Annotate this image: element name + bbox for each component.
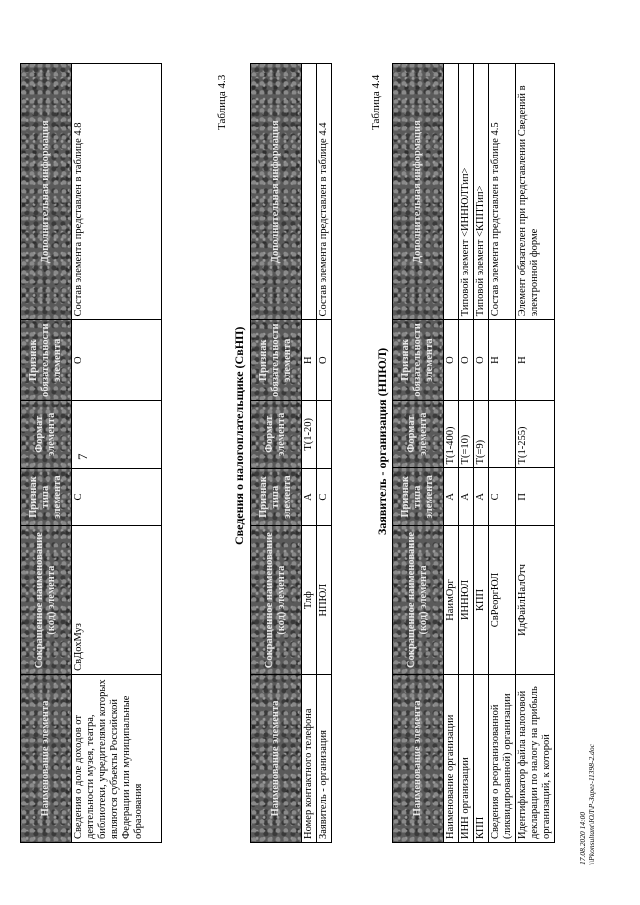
table-row — [317, 64, 332, 843]
cell-format: Т(=9) — [474, 400, 489, 468]
table-4-3-label: Таблица 4.3 — [216, 74, 228, 130]
cell-req: Н — [516, 320, 555, 401]
cell-info: Элемент обязателен при представлении Сведений в электронной форме — [516, 64, 555, 320]
header-info: Дополнительная информация — [251, 64, 302, 320]
cell-format: Т(1-20) — [302, 401, 317, 469]
cell-short: Тлф — [302, 526, 317, 674]
header-row — [393, 64, 444, 843]
cell-name: Сведения о доле доходов от деятельности музея, театра, библиотеки, учредителями которых являются субъекты Российской Федерации или муниципальные образования — [72, 674, 162, 842]
cell-type: С — [72, 468, 162, 526]
cell-req: О — [444, 320, 459, 401]
header-req: Признак обязательности элемента — [21, 320, 72, 401]
header-name: Наименование элемента — [393, 674, 444, 842]
table-4-3-caption: Сведения о налогоплательщике (СвНП) — [232, 326, 246, 545]
cell-info: Состав элемента представлен в таблице 4.4 — [317, 64, 332, 320]
table-4-4-caption: Заявитель - организация (НПЮЛ) — [375, 347, 389, 535]
cell-short: ИННЮЛ — [459, 526, 474, 674]
cell-info: Состав элемента представлен в таблице 4.5 — [489, 64, 516, 320]
cell-type: А — [459, 468, 474, 526]
table-4-4 — [392, 63, 555, 843]
header-type: Признак типа элемента — [251, 468, 302, 526]
cell-format — [489, 400, 516, 468]
cell-info: Типовой элемент <КППТип> — [474, 64, 489, 320]
cell-info: Состав элемента представлен в таблице 4.8 — [72, 64, 162, 320]
cell-short: СвРеоргЮЛ — [489, 526, 516, 674]
cell-req: О — [72, 320, 162, 401]
header-format: Формат элемента — [393, 400, 444, 468]
cell-short: ИдФайлНалОтч — [516, 526, 555, 674]
header-name: Наименование элемента — [251, 674, 302, 842]
header-short: Сокращенное наименование (код) элемента — [21, 526, 72, 674]
cell-name: Идентификатор файла налоговой декларации по налогу на прибыль организаций, к которой — [516, 674, 555, 842]
cell-info: Типовой элемент <ИННЮЛТип> — [459, 64, 474, 320]
cell-short: СвДохМуз — [72, 526, 162, 674]
table-row — [474, 64, 489, 843]
cell-name: КПП — [474, 674, 489, 842]
header-info: Дополнительная информация — [21, 64, 72, 320]
header-short: Сокращенное наименование (код) элемента — [393, 526, 444, 674]
header-info: Дополнительная информация — [393, 64, 444, 320]
header-req: Признак обязательности элемента — [393, 320, 444, 401]
table-row — [72, 64, 162, 843]
cell-format — [317, 401, 332, 469]
cell-type: А — [444, 468, 459, 526]
cell-req: Н — [302, 320, 317, 401]
cell-format — [72, 401, 162, 469]
header-type: Признак типа элемента — [393, 468, 444, 526]
cell-type: С — [317, 468, 332, 526]
cell-short: КПП — [474, 526, 489, 674]
cell-name: Заявитель - организация — [317, 674, 332, 842]
cell-format: Т(1-400) — [444, 400, 459, 468]
header-req: Признак обязательности элемента — [251, 320, 302, 401]
header-format: Формат элемента — [21, 401, 72, 469]
header-row — [21, 64, 72, 843]
cell-req: О — [474, 320, 489, 401]
cell-name: Номер контактного телефона — [302, 674, 317, 842]
cell-short: НаимОрг — [444, 526, 459, 674]
cell-info — [302, 64, 317, 320]
table-row — [489, 64, 516, 843]
cell-type: П — [516, 468, 555, 526]
document-footer — [578, 744, 596, 865]
table-4-4-label: Таблица 4.4 — [370, 74, 382, 130]
header-type: Признак типа элемента — [21, 468, 72, 526]
footer-file-path: \\Pkonsultant\ЮЛ\Р-Зарег-11398-2.doc — [587, 744, 596, 865]
cell-short: НПЮЛ — [317, 526, 332, 674]
table-4-3 — [250, 63, 332, 843]
table-4-2-continuation — [20, 63, 162, 843]
cell-format: Т(1-255) — [516, 400, 555, 468]
cell-type: С — [489, 468, 516, 526]
cell-name: Сведения о реорганизованной (ликвидированной) организации — [489, 674, 516, 842]
table-row — [444, 64, 459, 843]
cell-info — [444, 64, 459, 320]
cell-name: ИНН организации — [459, 674, 474, 842]
cell-type: А — [474, 468, 489, 526]
table-row — [302, 64, 317, 843]
table-row — [459, 64, 474, 843]
footer-timestamp: 17.08.2020 14:00 — [578, 811, 587, 865]
cell-type: А — [302, 468, 317, 526]
cell-req: Н — [489, 320, 516, 401]
page-number: 7 — [75, 453, 90, 460]
cell-req: О — [459, 320, 474, 401]
header-format: Формат элемента — [251, 401, 302, 469]
header-row — [251, 64, 302, 843]
cell-name: Наименование организации — [444, 674, 459, 842]
cell-format: Т(=10) — [459, 400, 474, 468]
header-short: Сокращенное наименование (код) элемента — [251, 526, 302, 674]
table-row — [516, 64, 555, 843]
cell-req: О — [317, 320, 332, 401]
header-name: Наименование элемента — [21, 674, 72, 842]
